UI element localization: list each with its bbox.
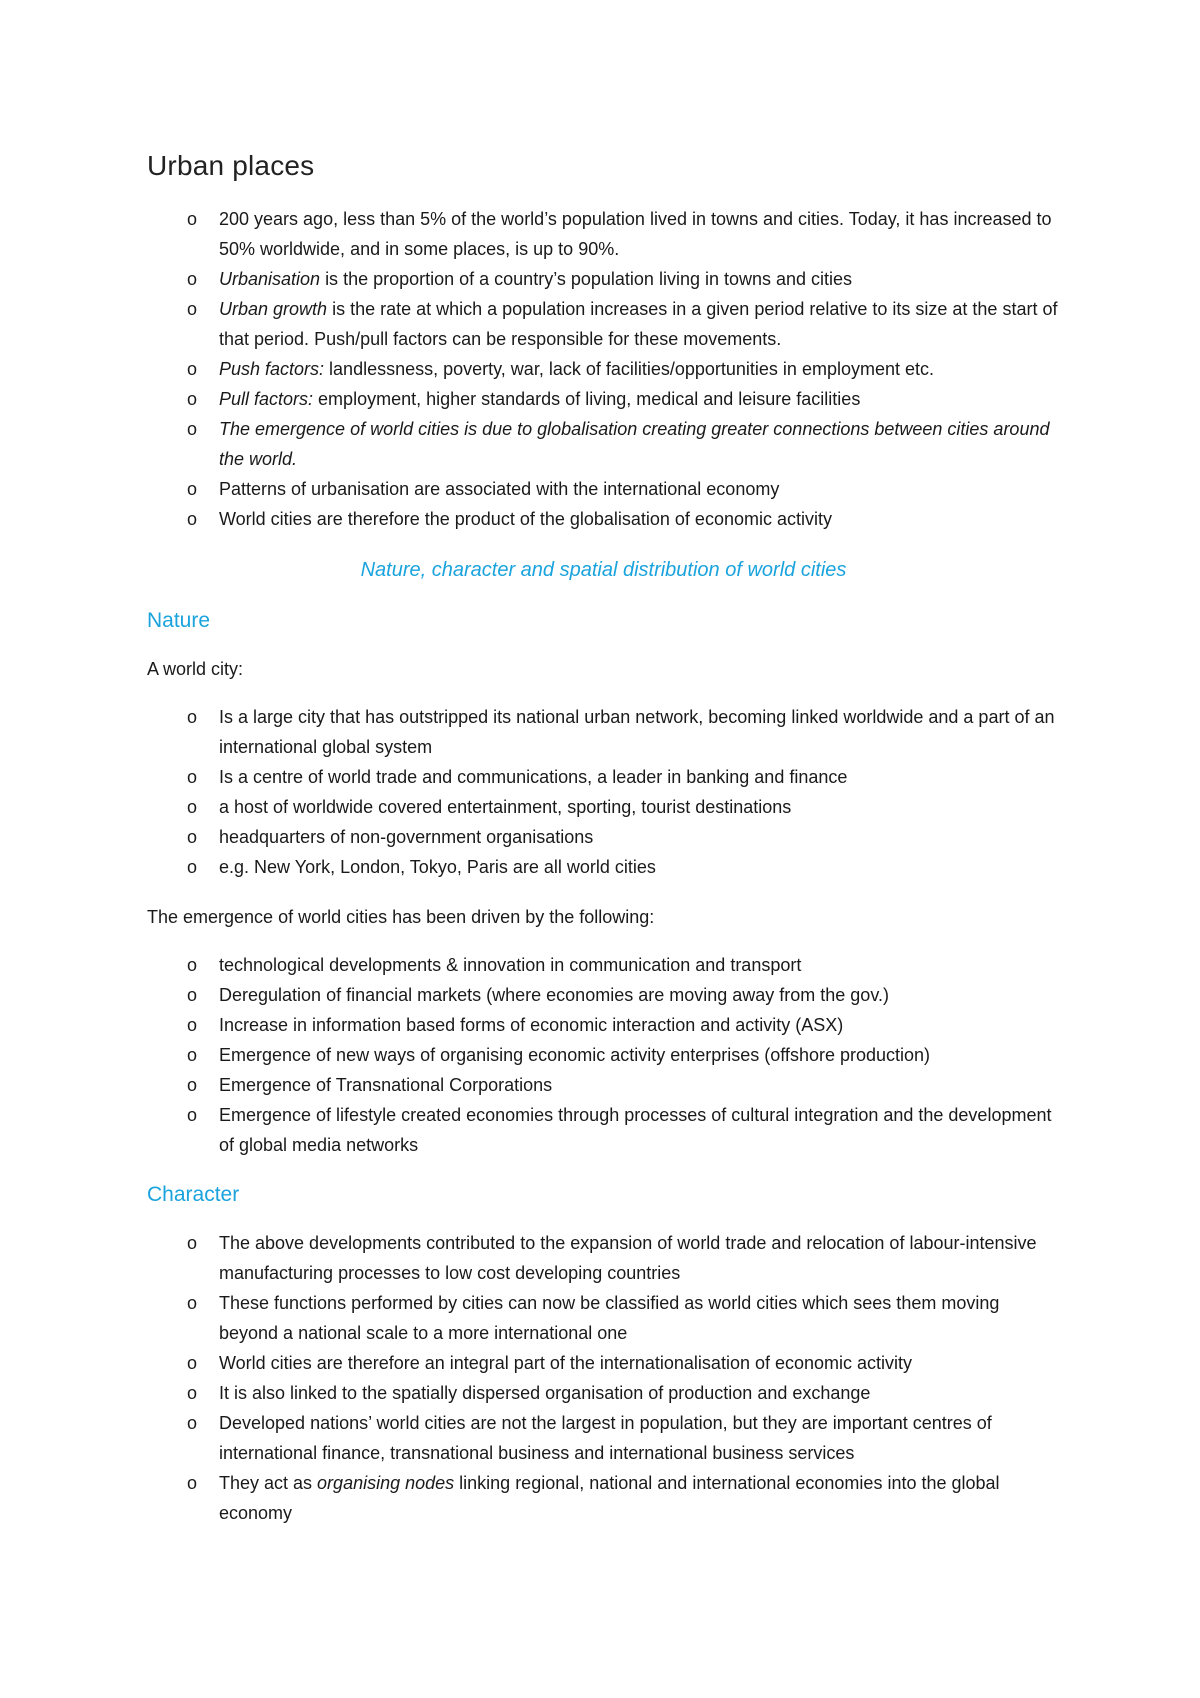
item-text: Increase in information based forms of economic interaction and activity (ASX) [219, 1015, 844, 1035]
page-title: Urban places [147, 150, 315, 181]
item-text: e.g. New York, London, Tokyo, Paris are all world cities [219, 857, 656, 877]
nature-lead: A world city: [147, 659, 244, 679]
bullet-marker: o [187, 299, 198, 319]
item-text: It is also linked to the spatially dispersed organisation of production and exchange [219, 1383, 871, 1403]
bullet-marker: o [187, 827, 198, 847]
list-item [147, 1288, 1060, 1348]
italic-text: organising nodes [317, 1473, 455, 1493]
list-item [147, 792, 1060, 822]
bullet-marker: o [187, 707, 198, 727]
italic-text: Push factors: [219, 359, 325, 379]
list-item [147, 354, 1060, 384]
nature-list [147, 702, 1060, 882]
item-text: They act as [219, 1473, 318, 1493]
item-text: employment, higher standards of living, medical and leisure facilities [313, 389, 861, 409]
item-text: Patterns of urbanisation are associated with the international economy [219, 479, 780, 499]
item-text: a host of worldwide covered entertainment, sporting, tourist destinations [219, 797, 792, 817]
heading-character: Character [147, 1183, 240, 1206]
item-text: World cities are therefore the product of the globalisation of economic activity [219, 509, 832, 529]
bullet-marker: o [187, 209, 198, 229]
bullet-marker: o [187, 479, 198, 499]
item-text: Deregulation of financial markets (where economies are moving away from the gov.) [219, 985, 889, 1005]
bullet-marker: o [187, 1015, 198, 1035]
list-item [147, 1040, 1060, 1070]
bullet-marker: o [187, 419, 198, 439]
item-text: linking regional, national and international economies into the global economy [219, 1473, 1000, 1523]
drivers-lead: The emergence of world cities has been driven by the following: [147, 907, 655, 927]
list-item [147, 1408, 1060, 1468]
list-item [147, 264, 1060, 294]
list-item [147, 762, 1060, 792]
list-item [147, 1378, 1060, 1408]
item-text: landlessness, poverty, war, lack of facilities/opportunities in employment etc. [324, 359, 934, 379]
list-item [147, 1010, 1060, 1040]
bullet-marker: o [187, 389, 198, 409]
list-item [147, 852, 1060, 882]
italic-text: Urban growth [219, 299, 328, 319]
item-text: headquarters of non-government organisations [219, 827, 594, 847]
bullet-marker: o [187, 1105, 198, 1125]
bullet-marker: o [187, 1383, 198, 1403]
bullet-marker: o [187, 857, 198, 877]
bullet-marker: o [187, 509, 198, 529]
bullet-marker: o [187, 1293, 198, 1313]
bullet-marker: o [187, 985, 198, 1005]
item-text: Is a centre of world trade and communications, a leader in banking and finance [219, 767, 848, 787]
list-item [147, 1070, 1060, 1100]
italic-text: Pull factors: [219, 389, 314, 409]
bullet-marker: o [187, 269, 198, 289]
heading-nature: Nature [147, 609, 211, 632]
list-item [147, 1468, 1060, 1528]
bullet-marker: o [187, 1413, 198, 1433]
list-item [147, 1228, 1060, 1288]
item-text: Emergence of Transnational Corporations [219, 1075, 553, 1095]
bullet-marker: o [187, 1045, 198, 1065]
list-item [147, 702, 1060, 762]
item-text: These functions performed by cities can now be classified as world cities which sees them moving beyond a national scale to a more international one [219, 1293, 1000, 1343]
list-item [147, 384, 1060, 414]
item-text: is the rate at which a population increases in a given period relative to its size at the start of that period. Push/pull factors can be responsible for these movements. [219, 299, 1058, 349]
item-text: World cities are therefore an integral part of the internationalisation of economic activity [219, 1353, 913, 1373]
bullet-marker: o [187, 359, 198, 379]
item-text: is the proportion of a country’s population living in towns and cities [325, 269, 853, 289]
drivers-list [147, 950, 1060, 1160]
list-item [147, 1100, 1060, 1160]
list-item [147, 414, 1060, 474]
list-item [147, 1348, 1060, 1378]
list-item [147, 474, 1060, 504]
item-text: Is a large city that has outstripped its national urban network, becoming linked worldwide and a part of an international global system [219, 707, 1055, 757]
bullet-marker: o [187, 955, 198, 975]
item-text: The above developments contributed to the expansion of world trade and relocation of labour-intensive manufacturing processes to low cost developing countries [219, 1233, 1037, 1283]
italic-text: Urbanisation [219, 269, 326, 289]
bullet-marker: o [187, 1233, 198, 1253]
item-text: 200 years ago, less than 5% of the world’s population lived in towns and cities. Today, it has increased to 50% worldwide, and in some places, is up to 90%. [219, 209, 1052, 259]
intro-list [147, 204, 1060, 534]
bullet-marker: o [187, 767, 198, 787]
bullet-marker: o [187, 1473, 198, 1493]
item-text: Emergence of new ways of organising economic activity enterprises (offshore production) [219, 1045, 931, 1065]
list-item [147, 294, 1060, 354]
item-text: Emergence of lifestyle created economies through processes of cultural integration and the development of global media networks [219, 1105, 1052, 1155]
bullet-marker: o [187, 797, 198, 817]
list-item [147, 822, 1060, 852]
list-item [147, 504, 1060, 534]
character-list [147, 1228, 1060, 1528]
italic-text: The emergence of world cities is due to globalisation creating greater connections between cities around the world. [219, 419, 1050, 469]
section-subtitle: Nature, character and spatial distribution of world cities [360, 559, 847, 581]
item-text: Developed nations’ world cities are not the largest in population, but they are important centres of international finance, transnational business and international business services [219, 1413, 992, 1463]
list-item [147, 204, 1060, 264]
bullet-marker: o [187, 1075, 198, 1095]
item-text: technological developments & innovation in communication and transport [219, 955, 802, 975]
bullet-marker: o [187, 1353, 198, 1373]
list-item [147, 980, 1060, 1010]
list-item [147, 950, 1060, 980]
